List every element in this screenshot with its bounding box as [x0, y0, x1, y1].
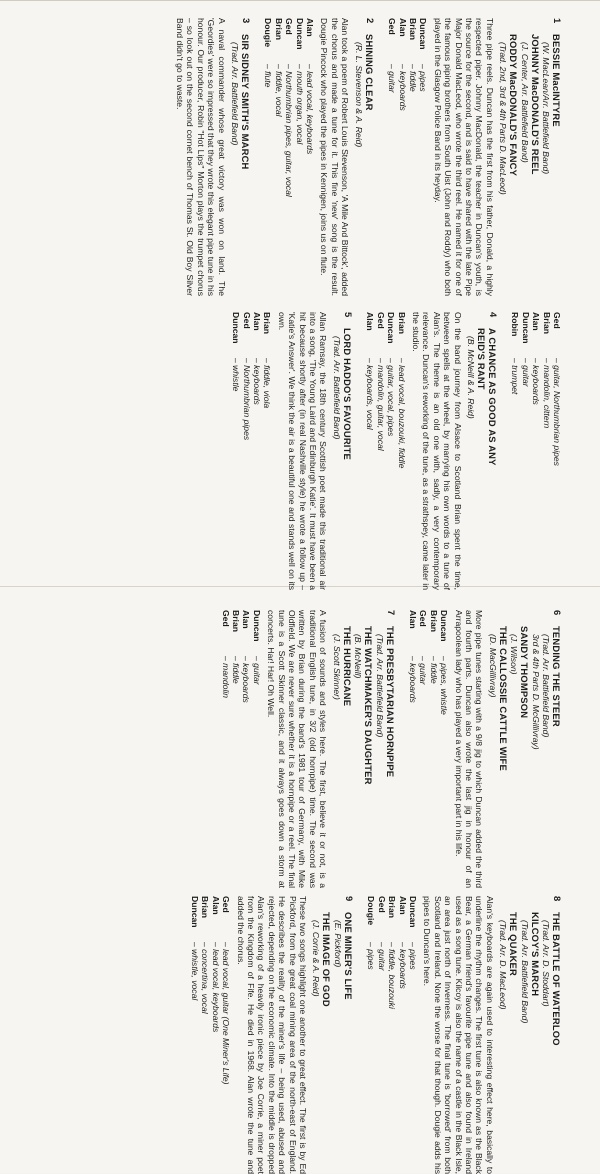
musician-name: Brian — [407, 18, 418, 40]
musician-instruments: – guitar — [387, 64, 398, 93]
musician-name: Alan — [397, 18, 408, 37]
track-entry — [220, 610, 395, 888]
musician-name: Ged — [220, 610, 231, 627]
musician-name: Alan — [397, 896, 408, 915]
musician-instruments: – lead vocal, bouzouki, fiddle — [396, 358, 407, 469]
track-heading — [487, 610, 562, 888]
track-title: A CHANCE AS GOOD AS ANY — [486, 328, 498, 466]
track-credit: (J. Center, Arr. Battlefield Band) — [519, 42, 530, 163]
musician-instruments: – fiddle, bouzouki — [387, 942, 398, 1009]
musician-list — [263, 18, 315, 296]
track-description: Alan took a poem of Robert Louis Stevenson, 'A Mile And Bittock', added the chorus and made a tune for it. This fine 'new' song is the result. Dougie Pincock who played the pipes in Kennigen, joins us on flute. — [319, 18, 351, 296]
track-number: 1 — [552, 18, 563, 24]
musician-instruments: – whistle — [231, 358, 242, 392]
notes-column — [0, 18, 600, 296]
musician-name: Ged — [284, 18, 295, 35]
track-title: SIR SIDNEY SMITH'S MARCH — [240, 34, 252, 170]
musician-name: Alan — [252, 312, 263, 331]
musician-name: Duncan — [439, 610, 450, 642]
musician-instruments: – keyboards — [397, 942, 408, 989]
track-description: On the band journey from Alsace to Scotland Brian spent the time, between spells at the wheel, by marrying his own words to a tune of Alan's. The theme is an old one with, sadly, a very contemporary relevance. Duncan's reworking of the tune, as a strathspey, came later in the studio. — [410, 312, 463, 590]
musician-name: Alan — [210, 896, 221, 915]
track-credit: (Trad. Arr. D. Stoddart) — [541, 920, 551, 1007]
track-credit: (W. MacLean/Arr. Battlefield Band) — [541, 42, 551, 175]
track-credit: (Trad. Arr. Battlefield Band) — [374, 634, 385, 738]
musician-instruments: – whistle, vocal — [190, 942, 201, 1001]
musician-name: Ged — [376, 896, 387, 913]
track-heading — [331, 610, 395, 888]
musician-name: Ged — [375, 312, 386, 329]
notes-column — [0, 610, 600, 888]
track-description: A naval commander whose great victory was won on land. The 'Geordies' were so impressed that they wrote this elegant pipe tune in his honour. Our producer, Robin "Hot Lips" Morton plays the trumpet chorus – so look out on the second cornet bench of Thomas St. Old Boy Silver Band didn't go to waste. — [175, 18, 227, 296]
musician-name: Robin — [510, 312, 521, 337]
musician-name: Ged — [221, 896, 232, 913]
musician-instruments: – guitar — [418, 656, 429, 685]
musician-name: Brian — [262, 312, 273, 334]
musician-instruments: – keyboards — [241, 656, 252, 703]
musician-name: Duncan — [251, 610, 262, 642]
track-entry — [175, 18, 251, 296]
track-credit: (B. McNeill & A. Reid) — [465, 336, 476, 419]
track-titles — [353, 34, 374, 296]
track-title: THE QUAKER — [508, 912, 520, 976]
track-entry — [365, 312, 498, 590]
track-heading — [466, 312, 498, 590]
track-credit: (Trad. Arr. Battlefield Band) — [230, 42, 241, 146]
track-credit: (E. Pickford) — [332, 920, 343, 968]
musician-name: Brian — [396, 312, 407, 334]
musician-name: Alan — [531, 312, 542, 331]
musician-list — [365, 312, 407, 590]
track-heading — [498, 18, 562, 296]
track-titles — [487, 626, 562, 888]
track-title: THE IMAGE OF GOD — [321, 912, 333, 1007]
musician-instruments: – pipes — [418, 64, 429, 92]
musician-name: Ged — [418, 610, 429, 627]
track-titles — [466, 328, 498, 590]
musician-name: Ged — [387, 18, 398, 35]
musician-instruments: – fiddle, viola — [262, 358, 273, 409]
musician-name: Brian — [200, 896, 211, 918]
musician-name: Alan — [365, 312, 376, 331]
musician-instruments: – lead vocal, guitar (One Miner's Life) — [221, 942, 232, 1085]
track-number: 4 — [487, 312, 499, 318]
musician-name: Duncan — [294, 18, 305, 50]
track-titles — [230, 34, 251, 296]
musician-instruments: – guitar — [520, 358, 531, 387]
track-number: 9 — [343, 896, 355, 902]
track-number: 3 — [241, 18, 253, 24]
musician-name: Brian — [273, 18, 284, 40]
track-heading — [230, 18, 251, 296]
musician-name: Duncan — [520, 312, 531, 344]
musician-instruments: – Northumbrian pipes — [241, 358, 252, 441]
musician-instruments: – pipes, whistle — [439, 656, 450, 715]
musician-name: Duncan — [407, 896, 418, 928]
track-titles — [332, 328, 353, 590]
musician-list — [387, 18, 429, 296]
musician-instruments: – guitar, Northumbrian pipes — [552, 358, 562, 466]
track-title: TENDING THE STEER — [551, 626, 562, 727]
musician-name: Duncan — [418, 18, 429, 50]
track-entry — [408, 610, 562, 888]
musician-name: Brian — [387, 896, 398, 918]
track-credit: (J. Wilson) — [509, 634, 520, 675]
musician-instruments: – mandolin, cittern — [541, 358, 552, 429]
musician-instruments: – fiddle — [407, 64, 418, 92]
musician-name: Duncan — [386, 312, 397, 344]
musician-instruments: – fiddle — [428, 656, 439, 684]
musician-instruments: – trumpet — [510, 358, 521, 395]
musician-name: Alan — [305, 18, 316, 37]
track-title: RODDY MacDONALD'S FANCY — [508, 34, 520, 177]
track-credit: (J. Scott Skinner) — [331, 634, 342, 700]
track-title: LORD HADDO'S FAVOURITE — [341, 328, 353, 460]
track-entry — [263, 18, 375, 296]
notes-column — [0, 896, 600, 1174]
musician-instruments: – guitar, vocal, pipes — [386, 358, 397, 437]
track-credit: (B. McNeill) — [353, 634, 364, 679]
musician-instruments: – lead vocal, keyboards — [210, 942, 221, 1033]
track-number: 2 — [364, 18, 376, 24]
musician-instruments: – flute — [263, 64, 274, 88]
track-title: SANDY THOMPSON — [519, 626, 531, 719]
musician-list — [231, 312, 273, 590]
musician-list — [190, 896, 232, 1174]
track-entry — [366, 896, 562, 1174]
track-title: THE CALLOSSIE CATTLE WIFE — [497, 626, 509, 771]
musician-instruments: – concertina, vocal — [200, 942, 211, 1014]
track-credit: (Trad. Arr. Battlefield Band) — [519, 920, 530, 1024]
track-number: 6 — [552, 610, 563, 616]
musician-instruments: – guitar — [251, 656, 262, 685]
track-entry — [231, 312, 353, 590]
track-description: A fusion of sounds and styles here. The first, believe it or not, is a traditional English tune, in 3/2 (old hornpipe) time. The second was written by Brian during the band's 1981 tour of Germany, with Mike Oldfield. We are never sure whether it is a hornpipe or a reel. The final tune is a Scott Skinner classic, and it always goes down a storm at concerts. Har! Har! Oh Well. — [266, 610, 329, 888]
track-heading — [311, 896, 354, 1174]
musician-instruments: – fiddle — [231, 656, 242, 684]
track-number: 5 — [342, 312, 354, 318]
track-entry — [510, 312, 562, 590]
musician-name: Alan — [241, 610, 252, 629]
track-titles — [331, 626, 395, 888]
musician-instruments: – mandolin, guitar, vocal — [375, 358, 386, 451]
musician-name: Duncan — [231, 312, 242, 344]
track-title: THE BATTLE OF WATERLOO — [551, 912, 562, 1046]
musician-instruments: – pipes — [366, 942, 377, 970]
notes-column — [0, 312, 600, 590]
musician-instruments: – keyboards — [407, 656, 418, 703]
musician-list — [510, 312, 562, 590]
musician-name: Ged — [552, 312, 562, 329]
track-credit: (Trad. Arr. D. MacLeod) — [498, 920, 509, 1010]
musician-name: Ged — [241, 312, 252, 329]
track-description: More pipe tunes starting with a 9/8 jig to which Duncan added the third and fourth parts. Duncan also wrote the last jig in honour of an Arrapoolean lady who has played a very important part in his life. — [453, 610, 485, 888]
musician-name: Brian — [231, 610, 242, 632]
track-description: These two songs highlight one another to great effect. The first is by Ed Pickford, from the great coal mining area of the north-east of England. He describes the reality of the miner's life – being used, abused and rejected, depending on the economic climate. Into the middle is dropped Alan's reworking of a heavily ironic piece by Joe Corrie, a miner poet from the Kingdom of Fife. He died in 1968. Alan wrote the tune and added the chorus. — [235, 896, 309, 1174]
track-credit: (D. MacGillivray) — [487, 634, 498, 698]
track-title: ONE MINER'S LIFE — [342, 912, 354, 1000]
musician-name: Dougie — [366, 896, 377, 926]
musician-list — [366, 896, 418, 1174]
musician-instruments: – mandolin — [220, 656, 231, 699]
track-entry — [190, 896, 354, 1174]
track-heading — [353, 18, 374, 296]
track-credit: (J. Corrie & A. Reid) — [311, 920, 322, 997]
track-heading — [332, 312, 353, 590]
track-description: Allan Ramsay, the 18th century Scottish poet made this traditional air into a song, 'The Young Laird and Edinburgh Katie'. It must have been a hit because shortly after (in real Nashville style) he wrote a follow up – 'Katie's Answer'. We think the air is a beautiful one and stands well on its own. — [276, 312, 329, 590]
musician-instruments: – fiddle, vocal — [273, 64, 284, 117]
musician-instruments: – lead vocal, keyboards — [305, 64, 316, 155]
track-entry — [387, 18, 562, 296]
track-title: BESSIE MacINTYRE — [551, 34, 562, 127]
track-title: THE WATCHMAKER'S DAUGHTER — [363, 626, 375, 785]
musician-name: Duncan — [190, 896, 201, 928]
musician-name: Alan — [407, 610, 418, 629]
track-heading — [498, 896, 562, 1174]
track-description: Three pipe reels. Duncan has the first from his father, Donald, a highly respected piper. Johnny MacDonald, the teacher in Duncan's youth, is the source for the second, and is said to have shared with the late Pipe Major Donald MacLeod, who wrote the third reel. He named it for one of the famous piping brothers from South Uist (John and Roddy) who both played in the Glasgow Police Band in its heyday. — [432, 18, 495, 296]
track-titles — [311, 912, 354, 1174]
musician-instruments: – keyboards — [397, 64, 408, 111]
track-title: REID'S RANT — [475, 328, 487, 390]
track-credit: (R. L. Stevenson & A. Reid) — [353, 42, 364, 148]
musician-list — [220, 610, 262, 888]
track-number: 7 — [385, 610, 397, 616]
track-title: JOHNNY MacDONALD'S REEL — [529, 34, 541, 175]
track-title: THE PRESBYTARIAN HORNPIPE — [384, 626, 396, 778]
musician-name: Brian — [541, 312, 552, 334]
track-credit: 3rd & 4th Parts D. McGillivray) — [530, 634, 541, 750]
musician-list — [408, 610, 450, 888]
track-title: THE HURRICANE — [341, 626, 353, 707]
musician-name: Brian — [428, 610, 439, 632]
track-description: Alan's keyboards are again used to interesting effect here, basically to underline the rhythm changes. The first tune is also known as the Black Bear, a German friend's favourite pipe tune and also found in Ireland used as a song tune. Kilcoy is also the name of a castle in the Black Isle, an area just north of Inverness. The final tune is 'borrowed' from both Scotland and Ireland. None the worse for that though. Dougie adds his pipes to Duncan's here. — [422, 896, 495, 1174]
musician-name: Dougie — [263, 18, 274, 48]
track-title: SHINING CLEAR — [363, 34, 375, 111]
track-number: 8 — [552, 896, 563, 902]
musician-instruments: – Northumbrian pipes, guitar, vocal — [284, 64, 295, 197]
track-titles — [498, 912, 562, 1174]
musician-instruments: – keyboards — [252, 358, 263, 405]
musician-instruments: – pipes — [407, 942, 418, 970]
track-credit: (Trad. Arr. Battlefield Band) — [541, 634, 551, 738]
musician-instruments: – guitar — [376, 942, 387, 971]
musician-instruments: – mouth organ, vocal — [294, 64, 305, 145]
musician-instruments: – keyboards, vocal — [365, 358, 376, 430]
track-titles — [498, 34, 562, 296]
track-title: KILCOY'S MARCH — [529, 912, 541, 997]
musician-instruments: – keyboards — [531, 358, 542, 405]
track-credit: (Trad. Arr. Battlefield Band) — [331, 336, 342, 440]
track-credit: (Trad. 2nd, 3rd & 4th Parts D. MacLeod) — [498, 42, 509, 195]
